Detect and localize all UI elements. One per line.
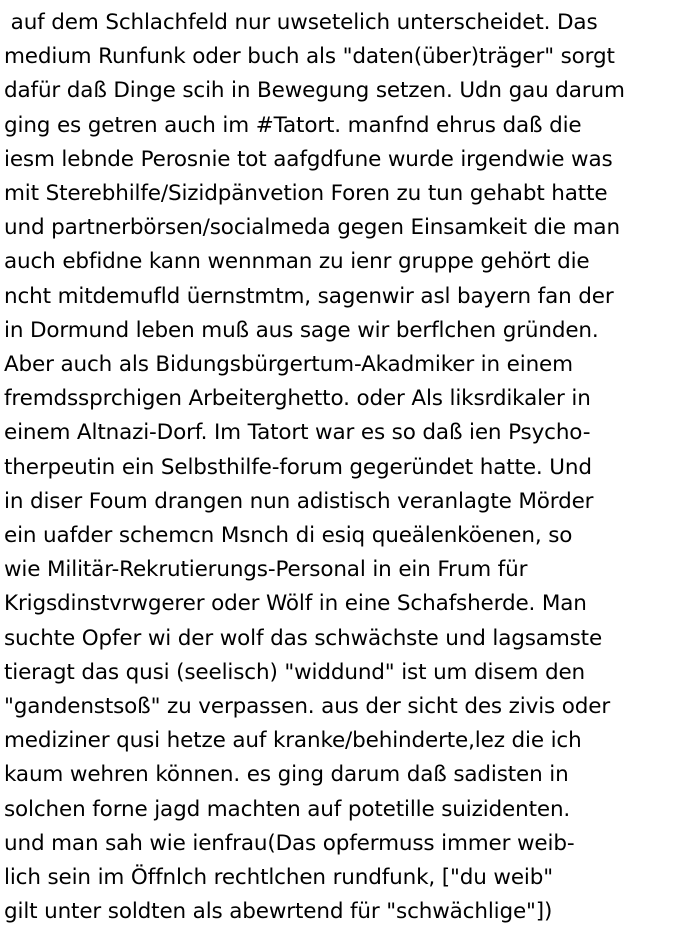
text-line: Aber auch als Bidungsbürgertum-Akadmiker in einem xyxy=(4,352,573,378)
text-line: auch ebfidne kann wennman zu ienr gruppe gehört die xyxy=(4,249,590,275)
text-line: lich sein im Öffnlch rechtlchen rundfunk, ["du weib" xyxy=(4,865,553,891)
text-line: und partnerbörsen/socialmeda gegen Einsamkeit die man xyxy=(4,215,620,241)
text-line: auf dem Schlachfeld nur uwsetelich unterscheidet. Das xyxy=(4,10,598,35)
text-line: dafür daß Dinge scih in Bewegung setzen. Udn gau darum xyxy=(4,78,625,104)
text-line: gilt unter soldten als abewrtend für "schwächlige"]) xyxy=(4,899,553,925)
text-line: therpeutin ein Selbsthilfe-forum gegeründet hatte. Und xyxy=(4,454,592,480)
text-line: "gandenstsoß" zu verpassen. aus der sicht des zivis oder xyxy=(4,694,611,720)
text-line: mit Sterebhilfe/Sizidpänvetion Foren zu tun gehabt hatte xyxy=(4,181,608,207)
text-line: ging es getren auch im #Tatort. manfnd ehrus daß die xyxy=(4,112,582,138)
text-line: solchen forne jagd machten auf potetille suizidenten. xyxy=(4,796,571,822)
text-line: Krigsdinstvrwgerer oder Wölf in eine Schafsherde. Man xyxy=(4,591,587,617)
text-line: kaum wehren können. es ging darum daß sadisten in xyxy=(4,762,569,788)
text-line: und man sah wie ienfrau(Das opfermuss immer weib- xyxy=(4,830,575,856)
text-line: mediziner qusi hetze auf kranke/behinderte,lez die ich xyxy=(4,728,582,754)
text-line: medium Runfunk oder buch als "daten(über)träger" sorgt xyxy=(4,44,615,70)
text-line: fremdssprchigen Arbeiterghetto. oder Als liksrdikaler in xyxy=(4,386,591,412)
text-line: iesm lebnde Perosnie tot aafgdfune wurde irgendwie was xyxy=(4,146,613,172)
text-line: ein uafder schemcn Msnch di esiq queälenköenen, so xyxy=(4,523,573,549)
text-line: ncht mitdemufld üernstmtm, sagenwir asl bayern fan der xyxy=(4,283,614,309)
text-line: einem Altnazi-Dorf. Im Tatort war es so daß ien Psycho- xyxy=(4,420,591,446)
text-line: in Dormund leben muß aus sage wir berflchen gründen. xyxy=(4,317,599,343)
text-line: suchte Opfer wi der wolf das schwächste und lagsamste xyxy=(4,625,603,651)
text-line: tieragt das qusi (seelisch) "widdund" ist um disem den xyxy=(4,659,585,685)
text-line: wie Militär-Rekrutierungs-Personal in ein Frum für xyxy=(4,557,528,583)
text-line: in diser Foum drangen nun adistisch veranlagte Mörder xyxy=(4,488,594,514)
